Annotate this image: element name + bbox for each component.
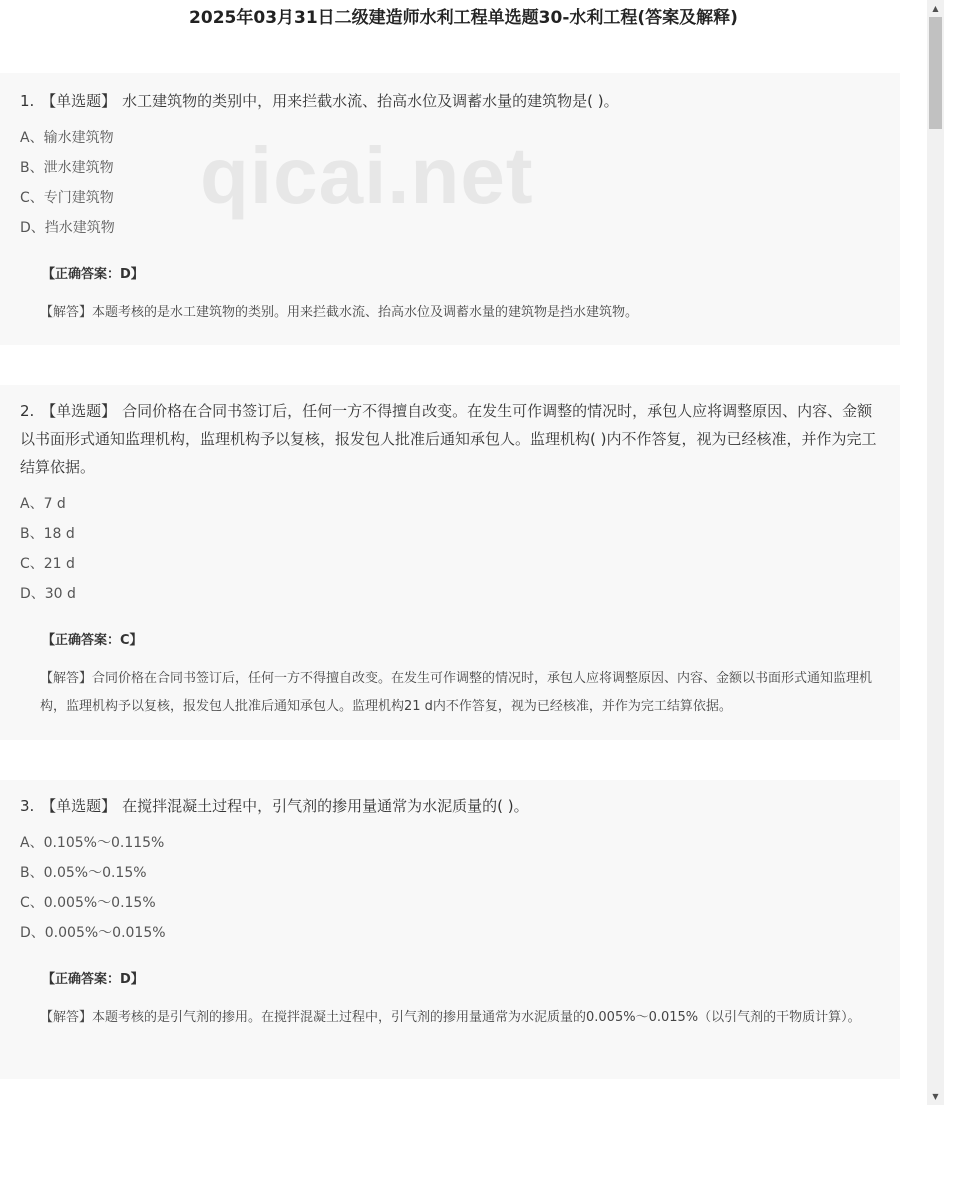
question-card [0,780,900,1079]
question-text: 水工建筑物的类别中，用来拦截水流、抬高水位及调蓄水量的建筑物是( )。 [122,92,619,110]
option-b[interactable]: B、泄水建筑物 [20,160,114,176]
correct-answer: 【正确答案：D】 [42,972,144,987]
option-d[interactable]: D、0.005%～0.015% [20,925,166,941]
question-stem [20,780,886,820]
options-list [20,828,886,948]
question-type: 【单选题】 [41,797,117,815]
question-text: 合同价格在合同书签订后，任何一方不得擅自改变。在发生可作调整的情况时，承包人应将调整原因、内容、金额以书面形式通知监理机构，监理机构予以复核，报发包人批准后通知承包人。监理机构( )内不作答复，视为已经核准，并作为完工结算依据。 [20,402,877,476]
option-b[interactable]: B、18 d [20,526,75,542]
question-number: 3. [20,797,35,815]
question-text: 在搅拌混凝土过程中，引气剂的掺用量通常为水泥质量的( )。 [122,797,529,815]
option-a[interactable]: A、输水建筑物 [20,130,114,146]
explanation: 【解答】本题考核的是水工建筑物的类别。用来拦截水流、抬高水位及调蓄水量的建筑物是挡水建筑物。 [40,305,639,320]
scroll-down-icon[interactable]: ▼ [932,1092,939,1101]
option-b[interactable]: B、0.05%～0.15% [20,865,147,881]
question-card [0,385,900,740]
question-type: 【单选题】 [41,402,117,420]
option-a[interactable]: A、0.105%～0.115% [20,835,165,851]
option-a[interactable]: A、7 d [20,496,66,512]
options-list [20,123,886,243]
option-d[interactable]: D、挡水建筑物 [20,220,115,236]
question-card [0,73,900,345]
scroll-thumb[interactable] [929,17,942,129]
vertical-scrollbar[interactable] [927,0,944,1105]
option-c[interactable]: C、21 d [20,556,75,572]
explanation: 【解答】本题考核的是引气剂的掺用。在搅拌混凝土过程中，引气剂的掺用量通常为水泥质量的0.005%～0.015%（以引气剂的干物质计算）。 [40,1010,861,1025]
watermark: qicai.net [200,131,534,220]
scroll-up-icon[interactable]: ▲ [932,4,939,13]
question-number: 1. [20,92,35,110]
question-stem [20,385,886,481]
explanation: 【解答】合同价格在合同书签订后，任何一方不得擅自改变。在发生可作调整的情况时，承包人应将调整原因、内容、金额以书面形式通知监理机构，监理机构予以复核，报发包人批准后通知承包人。监理机构21 d内不作答复，视为已经核准，并作为完工结算依据。 [40,671,873,714]
correct-answer: 【正确答案：D】 [42,267,144,282]
question-type: 【单选题】 [41,92,117,110]
option-d[interactable]: D、30 d [20,586,76,602]
option-c[interactable]: C、0.005%～0.15% [20,895,156,911]
correct-answer: 【正确答案：C】 [42,633,143,648]
option-c[interactable]: C、专门建筑物 [20,190,114,206]
question-number: 2. [20,402,35,420]
page-title: 2025年03月31日二级建造师水利工程单选题30-水利工程(答案及解释) [189,8,738,28]
question-stem [20,73,886,115]
options-list [20,489,886,609]
